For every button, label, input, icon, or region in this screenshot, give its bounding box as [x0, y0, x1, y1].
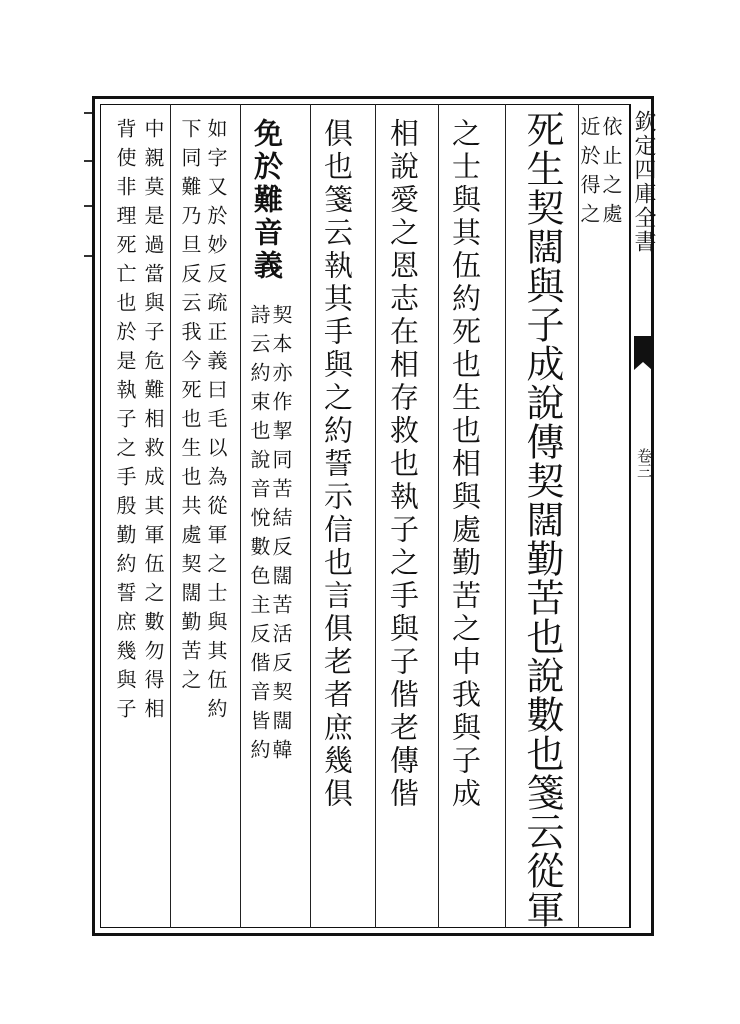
column-rule — [240, 104, 241, 928]
text-column: 中親莫是過當與子危難相救成其軍伍之數勿得相 — [141, 118, 165, 727]
text-column: 之士與其伍約死也生也相與處勤苦之中我與子成 — [448, 118, 482, 811]
column-rule — [505, 104, 506, 928]
column-rule — [170, 104, 171, 928]
volume-number: 卷三 — [635, 448, 653, 478]
text-column: 背使非理死亡也於是執子之手殷勤約誓庶幾與子 — [113, 118, 137, 727]
text-column: 死生契闊與子成說傳契闊勤苦也說數也箋云從軍 — [520, 110, 564, 929]
fish-tail-mark — [634, 336, 652, 362]
column-rule — [438, 104, 439, 928]
text-column: 俱也箋云執其手與之約誓示信也言俱老者庶幾俱 — [320, 118, 354, 811]
text-column: 依止之處 — [599, 116, 623, 232]
text-column: 下同難乃旦反云我今死也生也共處契闊勤苦之 — [178, 118, 202, 698]
text-column: 如字又於妙反疏正義曰毛以為從軍之士與其伍約 — [204, 118, 228, 727]
column-rule — [375, 104, 376, 928]
text-column: 免於難音義 — [250, 118, 284, 283]
text-column: 相說愛之恩志在相存救也執子之手與子偕老傳偕 — [386, 118, 420, 811]
text-column: 詩云約束也說音悅數色主反偕音皆約 — [247, 304, 271, 768]
book-title: 欽定四庫全書 — [631, 110, 656, 254]
text-column: 近於得之 — [577, 116, 601, 232]
column-rule — [310, 104, 311, 928]
text-column: 契本亦作挈同苦結反闊苦活反契闊韓 — [269, 304, 293, 768]
